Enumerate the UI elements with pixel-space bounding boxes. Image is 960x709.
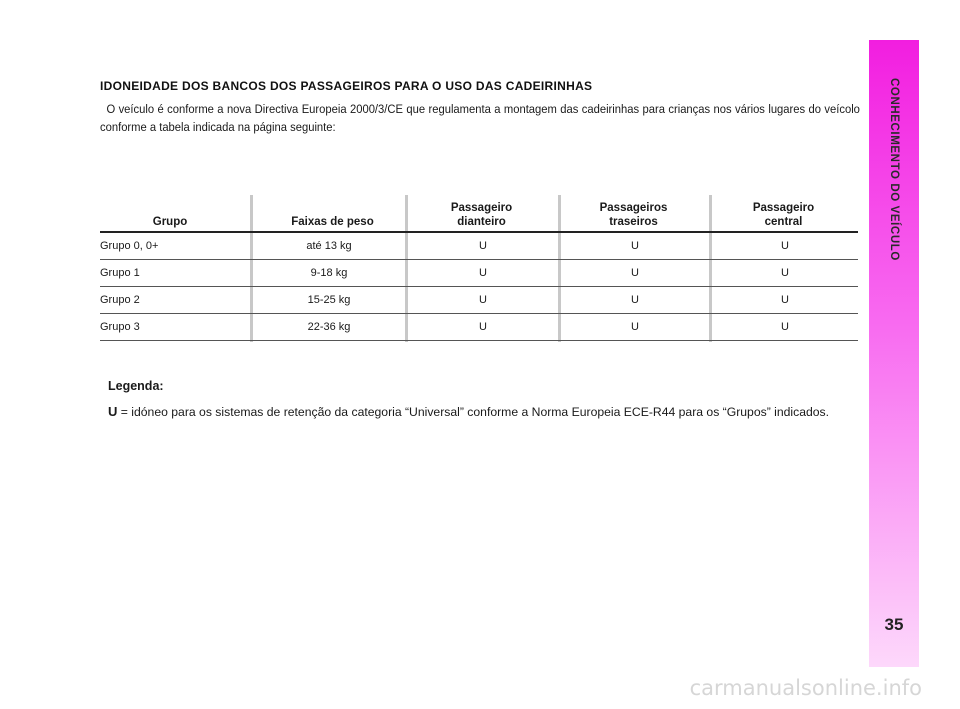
cell-rear: U — [631, 240, 639, 252]
cell-weight: até 13 kg — [306, 240, 352, 252]
intro-paragraph: O veículo é conforme a nova Directiva Europeia 2000/3/CE que regulamenta a montagem das cadeirinhas para crianças nos vários lugares do veícolo conforme a tabela indicada na página seguinte: — [100, 102, 860, 134]
legend-description: = idóneo para os sistemas de retenção da categoria “Universal” conforme a Norma Europeia ECE-R44 para os “Grupos” indicados. — [117, 405, 830, 419]
cell-center: U — [781, 294, 789, 306]
cell-group: Grupo 2 — [100, 294, 140, 306]
cell-front: U — [479, 321, 487, 333]
cell-center: U — [781, 267, 789, 279]
cell-rear: U — [631, 267, 639, 279]
cell-group: Grupo 3 — [100, 321, 140, 333]
page-number: 35 — [884, 615, 904, 634]
header-group: Grupo — [152, 216, 188, 228]
cell-group: Grupo 1 — [100, 267, 140, 279]
table-row — [100, 233, 858, 260]
header-rear-passengers: Passageiros traseiros — [599, 202, 668, 228]
cell-front: U — [479, 294, 487, 306]
cell-weight: 9-18 kg — [310, 267, 348, 279]
table-row — [100, 314, 858, 341]
table-row — [100, 287, 858, 314]
legend-key: U — [108, 404, 118, 419]
table-row — [100, 260, 858, 287]
header-front-passenger: Passageiro dianteiro — [450, 202, 513, 228]
legend-title: Legenda: — [108, 379, 164, 393]
cell-rear: U — [631, 294, 639, 306]
watermark: carmanualsonline.info — [689, 676, 922, 700]
cell-center: U — [781, 240, 789, 252]
cell-weight: 15-25 kg — [307, 294, 351, 306]
cell-weight: 22-36 kg — [307, 321, 351, 333]
cell-front: U — [479, 240, 487, 252]
header-weight: Faixas de peso — [291, 216, 374, 228]
section-heading: IDONEIDADE DOS BANCOS DOS PASSAGEIROS PARA O USO DAS CADEIRINHAS — [100, 79, 593, 93]
legend-text — [108, 404, 829, 419]
cell-group: Grupo 0, 0+ — [100, 240, 159, 252]
header-center-passenger: Passageiro central — [752, 202, 815, 228]
chapter-title: CONHECIMENTO DO VEÍCULO — [888, 78, 900, 261]
cell-center: U — [781, 321, 789, 333]
chapter-side-tab — [869, 40, 919, 667]
row-rule — [100, 340, 858, 341]
cell-rear: U — [631, 321, 639, 333]
cell-front: U — [479, 267, 487, 279]
child-seat-table — [100, 195, 858, 342]
